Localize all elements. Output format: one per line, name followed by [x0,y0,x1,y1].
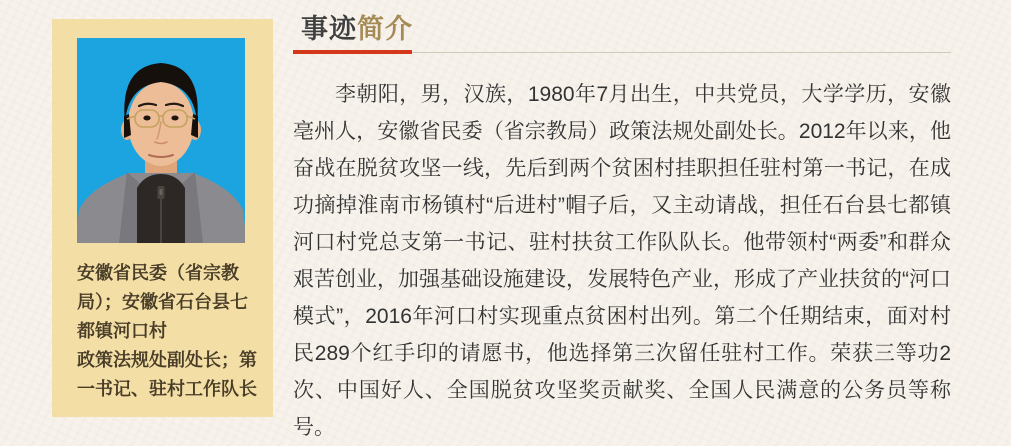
portrait-photo [77,38,245,243]
biography-section [293,0,951,446]
heading-red-underline [293,50,412,54]
profile-title-line2: 政策法规处副处长；第一书记、驻村工作队长 [77,350,257,399]
profile-title-line1: 安徽省民委（省宗教局）；安徽省石台县七都镇河口村 [77,263,248,341]
profile-card [52,19,273,417]
heading-thin-rule [412,52,951,53]
section-heading-part2: 简介 [357,14,413,44]
section-heading-part1: 事迹 [301,14,357,44]
section-heading [293,14,951,44]
profile-title-caption [52,259,273,404]
heading-rule [293,50,951,55]
biography-text: 李朝阳，男，汉族，1980年7月出生，中共党员，大学学历，安徽亳州人，安徽省民委（省宗教局）政策法规处副处长。2012年以来，他奋战在脱贫攻坚一线，先后到两个贫困村挂职担任驻村第一书记，在成功摘掉淮南市杨镇村“后进村”帽子后，又主动请战，担任石台县七都镇河口村党总支第一书记、驻村扶贫工作队队长。他带领村“两委”和群众艰苦创业，加强基础设施建设，发展特色产业，形成了产业扶贫的“河口模式”，2016年河口村实现重点贫困村出列。第二个任期结束，面对村民289个红手印的请愿书，他选择第三次留任驻村工作。荣获三等功2次、中国好人、全国脱贫攻坚奖贡献奖、全国人民满意的公务员等称号。 [293,83,951,439]
portrait-photo-illustration [77,38,245,243]
